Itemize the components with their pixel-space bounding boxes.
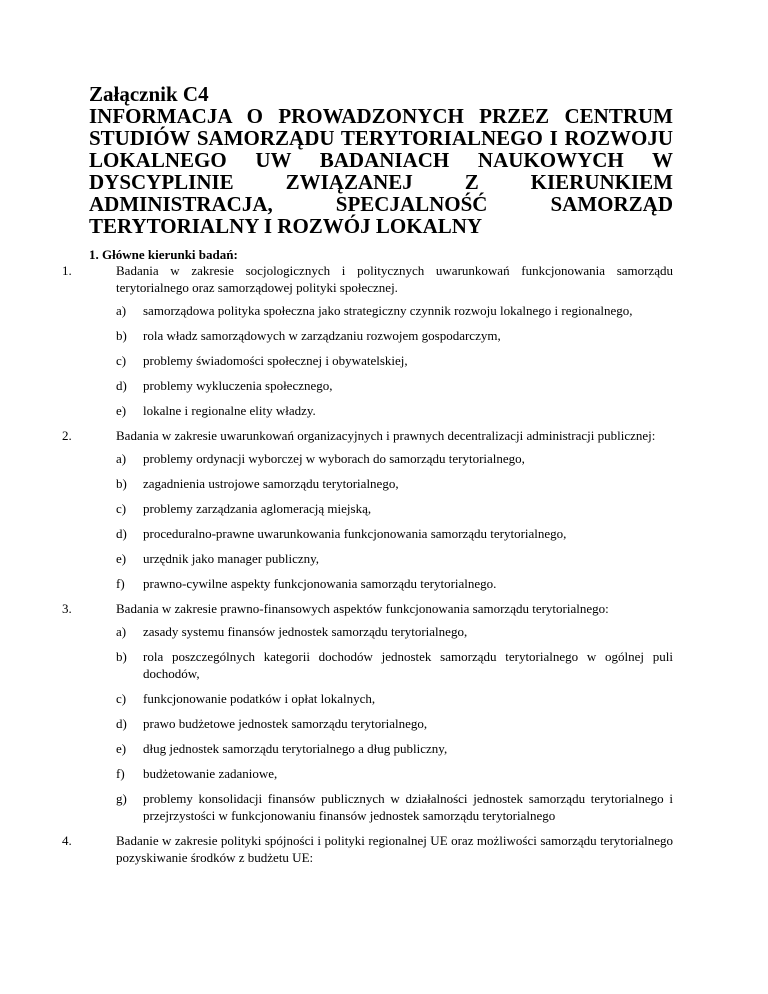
sub-item-text: proceduralno-prawne uwarunkowania funkcjonowania samorządu terytorialnego, — [143, 526, 567, 541]
sub-item-letter: a) — [116, 451, 127, 466]
research-direction-item — [62, 832, 673, 866]
sub-item-text: dług jednostek samorządu terytorialnego a dług publiczny, — [143, 741, 448, 756]
item-text: Badania w zakresie prawno-finansowych aspektów funkcjonowania samorządu terytorialnego: — [116, 601, 609, 616]
sub-item-text: budżetowanie zadaniowe, — [143, 766, 278, 781]
sub-item-letter: a) — [116, 624, 127, 639]
research-direction-item — [62, 262, 673, 419]
item-number: 2. — [62, 428, 72, 443]
sub-item-text: prawno-cywilne aspekty funkcjonowania samorządu terytorialnego. — [143, 576, 497, 591]
sub-item-text: prawo budżetowe jednostek samorządu terytorialnego, — [143, 716, 428, 731]
document-title: INFORMACJA O PROWADZONYCH PRZEZ CENTRUM STUDIÓW SAMORZĄDU TERYTORIALNEGO I ROZWOJU LOKALNEGO UW BADANIACH NAUKOWYCH W DYSCYPLINIE ZWIĄZANEJ Z KIERUNKIEM ADMINISTRACJA, SPECJALNOŚĆ SAMORZĄD TERYTORIALNY I ROZWÓJ LOKALNY — [89, 104, 673, 238]
research-direction-item — [62, 600, 673, 824]
sub-item-letter: g) — [116, 791, 127, 806]
sub-item-list — [116, 623, 673, 824]
attachment-label: Załącznik C4 — [89, 82, 209, 106]
sub-item — [116, 623, 673, 640]
sub-item-text: rola poszczególnych kategorii dochodów jednostek samorządu terytorialnego w ogólnej puli dochodów, — [143, 649, 673, 681]
sub-item-letter: c) — [116, 691, 127, 706]
sub-item — [116, 327, 673, 344]
sub-item-letter: d) — [116, 526, 127, 541]
sub-item-text: zagadnienia ustrojowe samorządu terytorialnego, — [143, 476, 399, 491]
sub-item-letter: b) — [116, 649, 127, 664]
item-text: Badania w zakresie socjologicznych i politycznych uwarunkowań funkcjonowania samorządu terytorialnego oraz samorządowej polityki społecznej. — [116, 263, 673, 295]
sub-item-letter: d) — [116, 378, 127, 393]
sub-item-letter: c) — [116, 501, 127, 516]
research-directions-list — [62, 262, 673, 874]
sub-item-text: samorządowa polityka społeczna jako strategiczny czynnik rozwoju lokalnego i regionalnego, — [143, 303, 633, 318]
sub-item-list — [116, 302, 673, 419]
sub-item-letter: b) — [116, 476, 127, 491]
sub-item — [116, 402, 673, 419]
item-text: Badania w zakresie uwarunkowań organizacyjnych i prawnych decentralizacji administracji publicznej: — [116, 428, 656, 443]
sub-item — [116, 790, 673, 824]
sub-item-text: funkcjonowanie podatków i opłat lokalnych, — [143, 691, 376, 706]
sub-item-text: problemy konsolidacji finansów publicznych w działalności jednostek samorządu terytorialnego i przejrzystości w funkcjonowaniu finansów jednostek samorządu terytorialnego — [143, 791, 673, 823]
sub-item-letter: b) — [116, 328, 127, 343]
item-number: 1. — [62, 263, 72, 278]
sub-item — [116, 525, 673, 542]
sub-item-letter: c) — [116, 353, 127, 368]
sub-item-letter: e) — [116, 741, 127, 756]
sub-item-letter: a) — [116, 303, 127, 318]
sub-item — [116, 740, 673, 757]
sub-item-text: problemy świadomości społecznej i obywatelskiej, — [143, 353, 408, 368]
sub-item — [116, 500, 673, 517]
item-text: Badanie w zakresie polityki spójności i polityki regionalnej UE oraz możliwości samorządu terytorialnego pozyskiwanie środków z budżetu UE: — [116, 833, 673, 865]
sub-item — [116, 450, 673, 467]
sub-item — [116, 765, 673, 782]
sub-item-list — [116, 450, 673, 592]
item-number: 3. — [62, 601, 72, 616]
sub-item-letter: d) — [116, 716, 127, 731]
research-direction-item — [62, 427, 673, 592]
sub-item-text: problemy zarządzania aglomeracją miejską, — [143, 501, 372, 516]
sub-item — [116, 550, 673, 567]
sub-item-letter: f) — [116, 766, 125, 781]
sub-item — [116, 715, 673, 732]
sub-item-text: rola władz samorządowych w zarządzaniu rozwojem gospodarczym, — [143, 328, 501, 343]
section-title: 1. Główne kierunki badań: — [89, 247, 238, 262]
document-heading — [89, 83, 673, 237]
sub-item-text: problemy ordynacji wyborczej w wyborach do samorządu terytorialnego, — [143, 451, 525, 466]
sub-item — [116, 377, 673, 394]
sub-item-text: problemy wykluczenia społecznego, — [143, 378, 333, 393]
sub-item — [116, 575, 673, 592]
item-number: 4. — [62, 833, 72, 848]
sub-item-letter: e) — [116, 403, 127, 418]
sub-item — [116, 690, 673, 707]
sub-item-letter: f) — [116, 576, 125, 591]
sub-item — [116, 352, 673, 369]
sub-item-text: lokalne i regionalne elity władzy. — [143, 403, 316, 418]
sub-item-letter: e) — [116, 551, 127, 566]
sub-item-text: urzędnik jako manager publiczny, — [143, 551, 320, 566]
sub-item-text: zasady systemu finansów jednostek samorządu terytorialnego, — [143, 624, 468, 639]
sub-item — [116, 475, 673, 492]
sub-item — [116, 648, 673, 682]
sub-item — [116, 302, 673, 319]
